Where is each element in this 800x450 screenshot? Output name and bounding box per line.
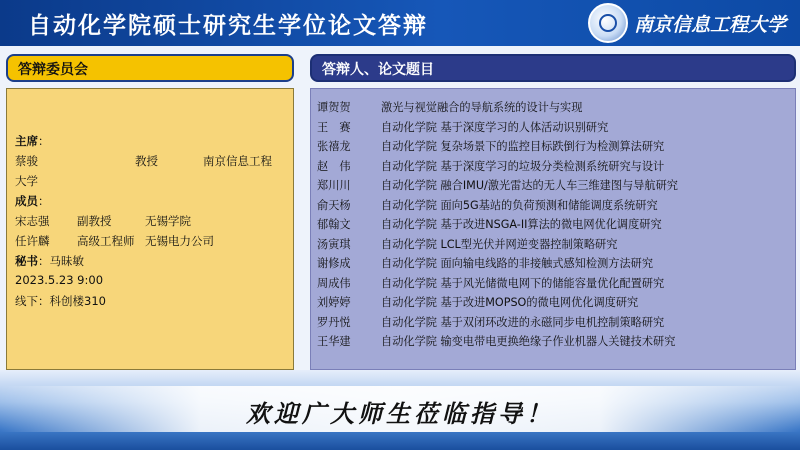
- thesis-topic: 自动化学院 基于风光储微电网下的储能容量优化配置研究: [381, 276, 665, 290]
- committee-heading: 答辩委员会: [6, 54, 294, 82]
- defense-row: [317, 197, 791, 213]
- chair-colon: ：: [38, 134, 50, 148]
- defense-row: [317, 255, 791, 271]
- candidate-name: 王华建: [317, 335, 351, 348]
- candidate-name: 张禧龙: [317, 140, 351, 153]
- secretary-label: 秘书: [15, 254, 38, 268]
- candidate-name: 汤寅琪: [317, 237, 351, 251]
- candidate-name: 俞天杨: [317, 198, 351, 212]
- chair-org-cont: 大学: [15, 174, 38, 188]
- defense-row: [317, 216, 791, 232]
- thesis-topic: 自动化学院 LCL型光伏并网逆变器控制策略研究: [381, 237, 618, 251]
- candidate-name: 郑川川: [317, 179, 351, 192]
- member-org: 无锡学院: [145, 214, 191, 228]
- defense-row: [317, 314, 791, 330]
- thesis-topic: 自动化学院 面向5G基站的负荷预测和储能调度系统研究: [381, 198, 658, 212]
- defense-panel: [310, 54, 796, 370]
- defense-list: [310, 88, 796, 370]
- defense-row: [317, 158, 791, 174]
- secretary-name: ：马昧敏: [38, 254, 84, 268]
- defense-heading: 答辩人、论文题目: [310, 54, 796, 82]
- defense-row: [317, 294, 791, 310]
- defense-datetime: 2023.5.23 9:00: [15, 273, 104, 287]
- member-title: 高级工程师: [77, 234, 135, 248]
- candidate-name: 刘婷婷: [317, 296, 351, 309]
- welcome-text: 欢迎广大师生莅临指导！: [246, 399, 554, 428]
- defense-row: [317, 236, 791, 252]
- candidate-name: 周成伟: [317, 276, 351, 290]
- thesis-topic: 激光与视觉融合的导航系统的设计与实现: [381, 101, 583, 114]
- committee-panel: [6, 54, 294, 370]
- welcome-banner: [0, 386, 800, 432]
- page-title: 自动化学院硕士研究生学位论文答辩: [28, 12, 428, 39]
- candidate-name: 赵 伟: [317, 159, 351, 173]
- defense-row: [317, 275, 791, 291]
- candidate-name: 郁翰文: [317, 218, 351, 231]
- candidate-name: 谢修成: [317, 257, 351, 270]
- member-org: 无锡电力公司: [145, 234, 214, 248]
- thesis-topic: 自动化学院 复杂场景下的监控目标跌倒行为检测算法研究: [381, 140, 665, 153]
- defense-row: [317, 177, 791, 193]
- candidate-name: 谭贺贺: [317, 101, 351, 114]
- header-bar: [0, 0, 800, 46]
- defense-row: [317, 119, 791, 135]
- committee-box: [6, 88, 294, 370]
- member-name: 宋志强: [15, 214, 50, 228]
- defense-row: [317, 99, 791, 115]
- thesis-topic: 自动化学院 基于改进NSGA-II算法的微电网优化调度研究: [381, 218, 662, 231]
- member-name: 任许麟: [15, 234, 50, 248]
- members-label: 成员: [15, 194, 38, 208]
- candidate-name: 罗丹悦: [317, 315, 351, 329]
- thesis-topic: 自动化学院 面向输电线路的非接触式感知检测方法研究: [381, 257, 654, 270]
- university-logo-icon: [588, 3, 628, 43]
- chair-name: 蔡骏: [15, 154, 38, 168]
- chair-label: 主席: [15, 134, 38, 148]
- thesis-topic: 自动化学院 基于深度学习的人体活动识别研究: [381, 120, 609, 134]
- defense-location: 线下：科创楼310: [15, 294, 106, 308]
- member-title: 副教授: [77, 214, 112, 228]
- chair-title: 教授: [135, 154, 158, 168]
- thesis-topic: 自动化学院 输变电带电更换绝缘子作业机器人关键技术研究: [381, 335, 676, 348]
- members-colon: ：: [38, 194, 50, 208]
- chair-org: 南京信息工程: [203, 154, 272, 168]
- thesis-topic: 自动化学院 融合IMU/激光雷达的无人车三维建图与导航研究: [381, 179, 678, 192]
- thesis-topic: 自动化学院 基于双闭环改进的永磁同步电机控制策略研究: [381, 315, 665, 329]
- defense-row: [317, 333, 791, 349]
- university-name: 南京信息工程大学: [634, 14, 787, 36]
- candidate-name: 王 赛: [317, 120, 351, 134]
- thesis-topic: 自动化学院 基于改进MOPSO的微电网优化调度研究: [381, 296, 639, 309]
- thesis-topic: 自动化学院 基于深度学习的垃圾分类检测系统研究与设计: [381, 159, 665, 173]
- defense-row: [317, 138, 791, 154]
